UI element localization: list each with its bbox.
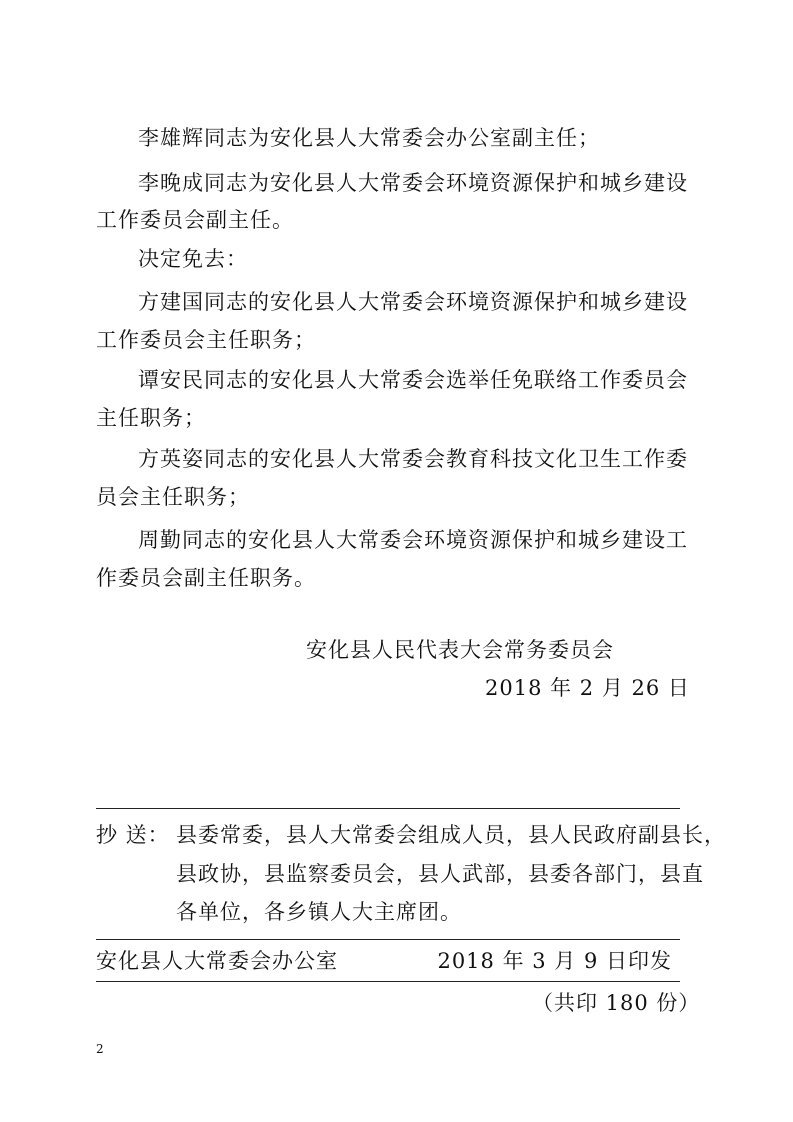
paragraph-line: 工作委员会副主任。	[96, 208, 294, 232]
signature-organization: 安化县人民代表大会常务委员会	[306, 638, 614, 662]
page-number: 2	[96, 1042, 104, 1056]
distribution-line: 县政协，县监察委员会，县人武部，县委各部门，县直	[176, 862, 704, 886]
top-divider	[96, 808, 680, 809]
print-count: （共印 180 份）	[532, 991, 701, 1015]
issue-date: 2018 年 3 月 9 日印发	[437, 949, 672, 973]
middle-divider	[96, 939, 680, 940]
paragraph-line: 谭安民同志的安化县人大常委会选举任免联络工作委员会	[138, 368, 688, 392]
distribution-line: 县委常委，县人大常委会组成人员，县人民政府副县长，	[176, 823, 726, 847]
paragraph-line: 决定免去：	[138, 247, 248, 271]
paragraph-line: 周勤同志的安化县人大常委会环境资源保护和城乡建设工	[138, 528, 688, 552]
distribution-label: 抄 送：	[96, 823, 170, 847]
paragraph-line: 方英姿同志的安化县人大常委会教育科技文化卫生工作委	[138, 447, 688, 471]
paragraph-line: 员会主任职务；	[96, 485, 250, 509]
signature-date: 2018 年 2 月 26 日	[485, 676, 690, 700]
paragraph-line: 李雄辉同志为安化县人大常委会办公室副主任；	[138, 126, 600, 150]
paragraph-line: 工作委员会主任职务；	[96, 328, 316, 352]
bottom-divider	[96, 981, 680, 982]
paragraph-line: 方建国同志的安化县人大常委会环境资源保护和城乡建设	[138, 290, 688, 314]
paragraph-line: 作委员会副主任职务。	[96, 566, 316, 590]
issuer-office: 安化县人大常委会办公室	[96, 949, 338, 973]
paragraph-line: 主任职务；	[96, 406, 206, 430]
paragraph-line: 李晚成同志为安化县人大常委会环境资源保护和城乡建设	[138, 171, 688, 195]
distribution-line: 各单位，各乡镇人大主席团。	[176, 900, 462, 924]
